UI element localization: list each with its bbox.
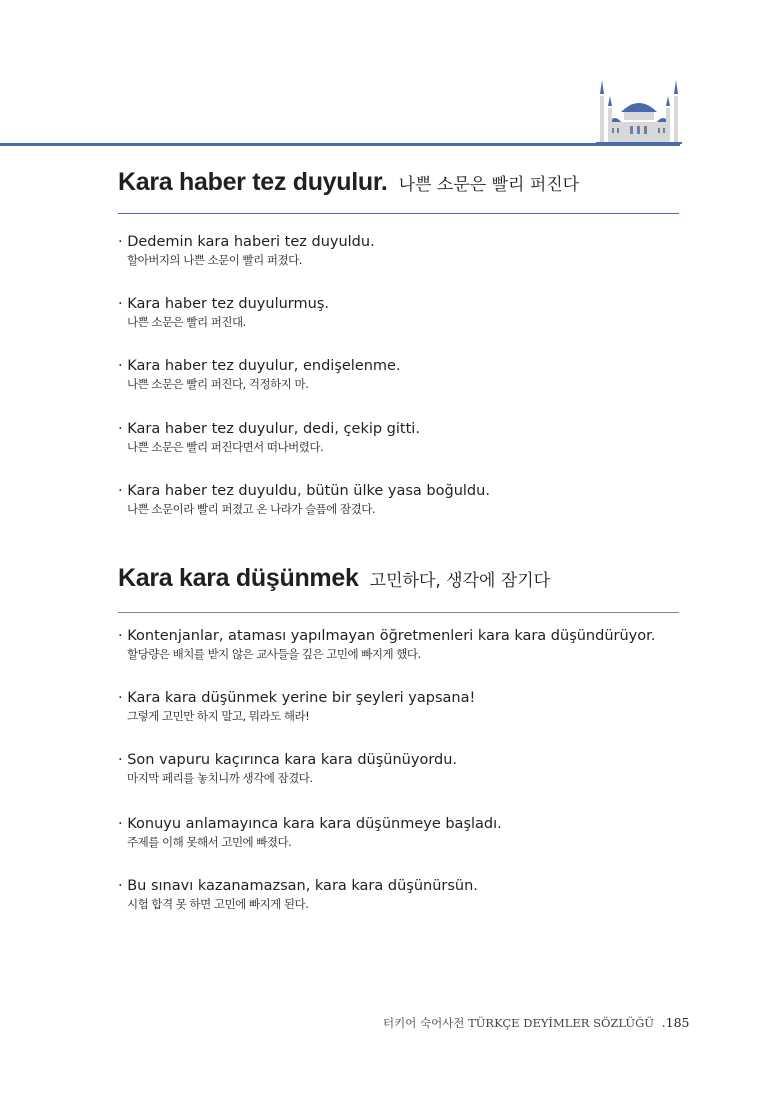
example-item	[118, 814, 502, 850]
example-turkish: · Dedemin kara haberi tez duyuldu.	[118, 232, 375, 252]
idiom-title-turkish: Kara kara düşünmek	[118, 564, 359, 592]
idiom-title-korean: 고민하다, 생각에 잠기다	[369, 571, 551, 591]
example-item	[118, 294, 329, 330]
idiom-title-turkish: Kara haber tez duyulur.	[118, 168, 388, 196]
example-item	[118, 419, 420, 455]
example-korean: 할당량은 배치를 받지 않은 교사들을 깊은 고민에 빠지게 했다.	[127, 647, 421, 661]
example-korean: 할아버지의 나쁜 소문이 빨리 퍼졌다.	[127, 253, 302, 267]
example-item	[118, 626, 655, 662]
example-turkish: · Kara haber tez duyulurmuş.	[118, 294, 329, 314]
example-turkish: · Kara haber tez duyulur, dedi, çekip gitti.	[118, 419, 420, 439]
example-turkish: · Kontenjanlar, ataması yapılmayan öğretmenleri kara kara düşündürüyor.	[118, 626, 655, 646]
section-divider	[118, 612, 679, 613]
example-korean: 나쁜 소문은 빨리 퍼진대.	[127, 315, 246, 329]
example-turkish: · Kara haber tez duyuldu, bütün ülke yasa boğuldu.	[118, 481, 490, 501]
example-korean: 주제를 이해 못해서 고민에 빠졌다.	[127, 835, 292, 849]
example-item	[118, 481, 490, 517]
example-turkish: · Konuyu anlamayınca kara kara düşünmeye başladı.	[118, 814, 502, 834]
example-korean: 나쁜 소문은 빨리 퍼진다, 걱정하지 마.	[127, 377, 309, 391]
header-rule	[0, 143, 680, 146]
example-korean: 나쁜 소문이라 빨리 퍼졌고 온 나라가 슬픔에 잠겼다.	[127, 502, 376, 516]
example-korean: 시험 합격 못 하면 고민에 빠지게 된다.	[127, 897, 309, 911]
idiom-heading	[118, 168, 579, 197]
idiom-title-korean: 나쁜 소문은 빨리 퍼진다	[398, 175, 580, 195]
book-title: 터키어 숙어사전 TÜRKÇE DEYİMLER SÖZLÜĞÜ	[383, 1016, 654, 1030]
example-korean: 나쁜 소문은 빨리 퍼진다면서 떠나버렸다.	[127, 440, 324, 454]
idiom-heading	[118, 564, 550, 593]
example-item	[118, 356, 401, 392]
example-item	[118, 232, 375, 268]
example-turkish: · Kara kara düşünmek yerine bir şeyleri yapsana!	[118, 688, 475, 708]
example-item	[118, 750, 457, 786]
example-item	[118, 688, 475, 724]
example-turkish: · Son vapuru kaçırınca kara kara düşünüyordu.	[118, 750, 457, 770]
example-korean: 마지막 페리를 놓치니까 생각에 잠겼다.	[127, 771, 313, 785]
example-turkish: · Kara haber tez duyulur, endişelenme.	[118, 356, 401, 376]
page-number: .185	[661, 1015, 690, 1030]
example-turkish: · Bu sınavı kazanamazsan, kara kara düşünürsün.	[118, 876, 478, 896]
page-footer	[383, 1015, 689, 1031]
example-item	[118, 876, 478, 912]
example-korean: 그렇게 고민만 하지 말고, 뭐라도 해라!	[127, 709, 310, 723]
mosque-icon	[596, 76, 682, 144]
section-divider	[118, 213, 679, 214]
